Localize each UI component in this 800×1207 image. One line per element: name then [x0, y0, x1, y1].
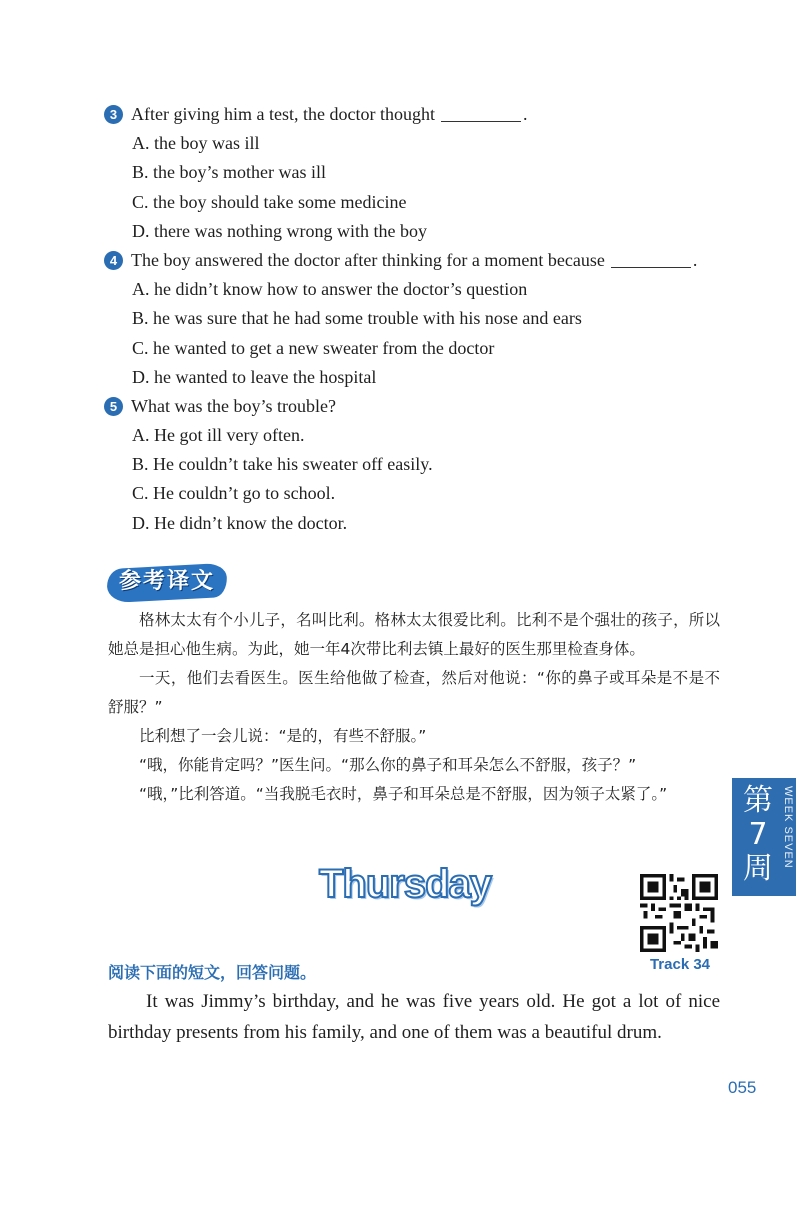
reference-translation-badge: [107, 564, 227, 602]
track-label: Track 34: [649, 956, 711, 973]
question-prompt: After giving him a test, the doctor thought: [131, 104, 435, 125]
question-list: [104, 100, 744, 538]
option-b: B. the boy’s mother was ill: [132, 162, 326, 183]
option-b: B. he was sure that he had some trouble with his nose and ears: [132, 308, 582, 329]
answer-blank: [611, 253, 691, 268]
question-number-badge: 3: [104, 105, 123, 124]
question-4: [104, 246, 744, 275]
badge-label: 参考译文: [118, 569, 215, 594]
option-a: A. he didn’t know how to answer the doctor’s question: [132, 279, 528, 300]
translation-paragraph: 格林太太有个小儿子，名叫比利。格林太太很爱比利。比利不是个强壮的孩子，所以她总是担心他生病。为此，她一年4次带比利去镇上最好的医生那里检查身体。: [108, 611, 720, 658]
option-d: D. he wanted to leave the hospital: [132, 366, 377, 387]
translation-paragraph: 比利想了一会儿说：“是的，有些不舒服。”: [139, 727, 427, 745]
question-prompt: The boy answered the doctor after thinking for a moment because: [131, 250, 605, 271]
qr-code-icon[interactable]: [640, 874, 718, 952]
reference-translation: [108, 606, 720, 809]
story-text: [108, 986, 720, 1048]
question-prompt: What was the boy’s trouble?: [131, 395, 336, 416]
option-c: C. the boy should take some medicine: [132, 191, 407, 212]
option-d: D. He didn’t know the doctor.: [132, 512, 348, 533]
option-b: B. He couldn’t take his sweater off easily.: [132, 454, 433, 475]
question-number-badge: 4: [104, 251, 123, 270]
translation-paragraph: “哦，你能肯定吗？”医生问。“那么你的鼻子和耳朵怎么不舒服，孩子？”: [139, 756, 637, 774]
story-paragraph: It was Jimmy’s birthday, and he was five years old. He got a lot of nice birthday presents from his family, and one of them was a beautiful drum.: [108, 991, 720, 1043]
option-d: D. there was nothing wrong with the boy: [132, 220, 427, 241]
question-number-badge: 5: [104, 397, 123, 416]
option-c: C. he wanted to get a new sweater from the doctor: [132, 337, 495, 358]
option-a: A. the boy was ill: [132, 133, 260, 154]
question-end-punct: .: [522, 104, 528, 125]
week-label-cn: 第7周: [743, 783, 773, 886]
question-5: [104, 392, 744, 421]
week-side-tab: [732, 778, 796, 896]
question-3: [104, 100, 744, 129]
question-end-punct: .: [692, 250, 698, 271]
day-title: Thursday: [318, 862, 492, 906]
answer-blank: [441, 107, 521, 122]
option-c: C. He couldn’t go to school.: [132, 483, 336, 504]
reading-instruction: 阅读下面的短文，回答问题。: [108, 963, 317, 982]
option-a: A. He got ill very often.: [132, 425, 305, 446]
translation-paragraph: “哦，”比利答道。“当我脱毛衣时，鼻子和耳朵总是不舒服，因为领子太紧了。”: [139, 785, 668, 803]
week-label-en: WEEK SEVEN: [782, 786, 794, 869]
translation-paragraph: 一天，他们去看医生。医生给他做了检查，然后对他说：“你的鼻子或耳朵是不是不舒服？”: [108, 669, 720, 716]
page-number: 055: [728, 1078, 757, 1097]
